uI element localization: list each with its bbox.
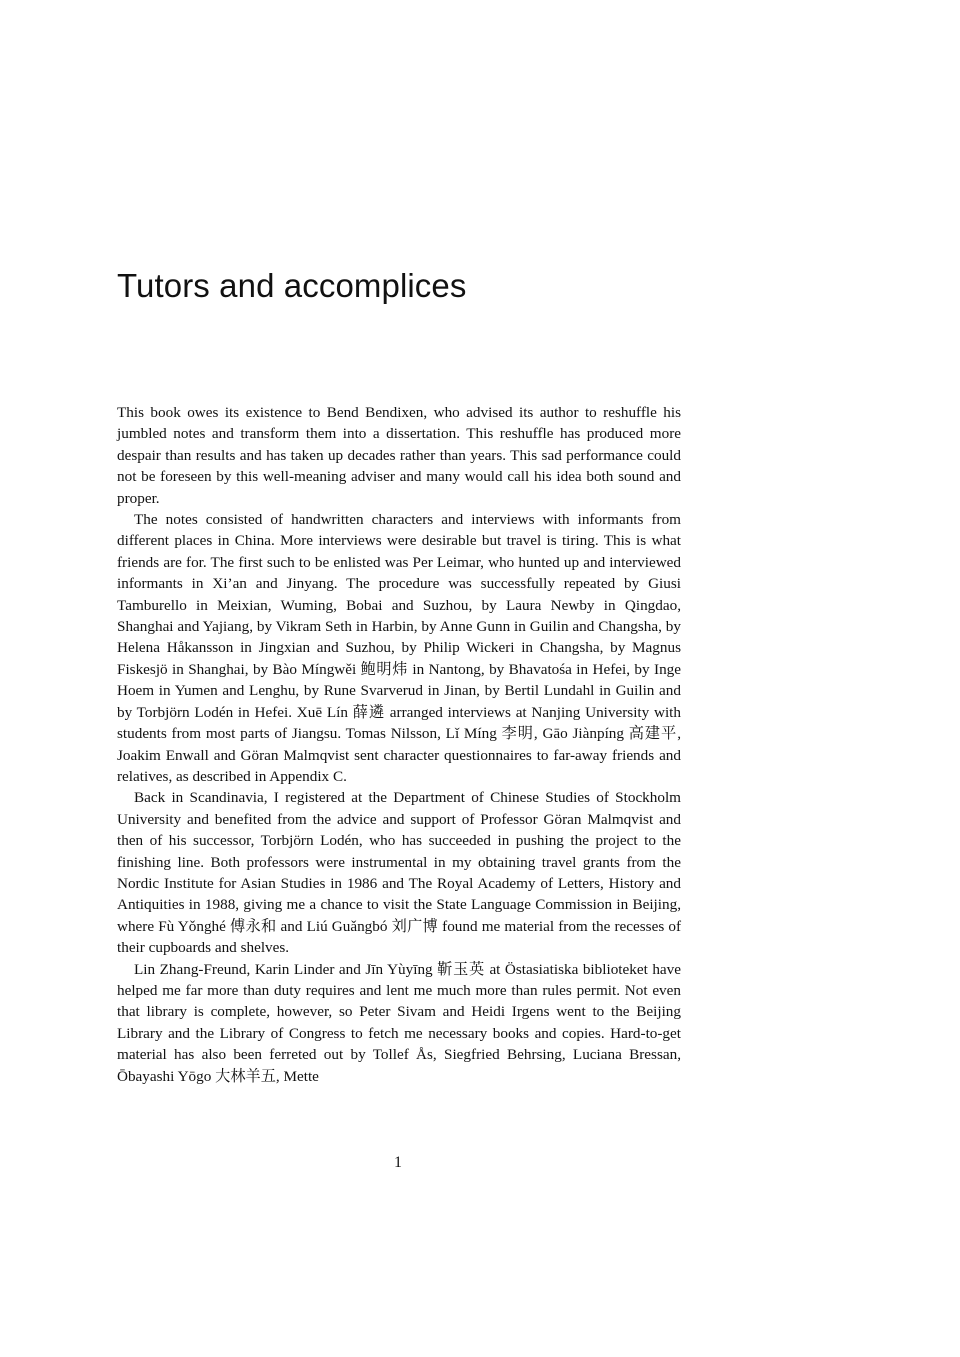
paragraph: The notes consisted of handwritten characters and interviews with informants from different places in China. More interviews were desirable but travel is tiring. This is what friends are for. The first such to be enlisted was Per Leimar, who hunted up and interviewed informants in Xi’an and Jinyang. The procedure was successfully repeated by Giusi Tamburello in Meixian, Wuming, Bobai and Suzhou, by Laura Newby in Qingdao, Shanghai and Yajiang, by Vikram Seth in Harbin, by Anne Gunn in Guilin and Changsha, by Helena Håkansson in Jingxian and Suzhou, by Philip Wickeri in Changsha, by Magnus Fiskesjö in Shanghai, by Bào Míngwěi 鲍明炜 in Nantong, by Bhavatośa in Hefei, by Inge Hoem in Yumen and Lenghu, by Rune Svarverud in Jinan, by Bertil Lundahl in Guilin and by Torbjörn Lodén in Hefei. Xuē Lín 薛遴 arranged interviews at Nanjing University with students from most parts of Jiangsu. Tomas Nilsson, Lǐ Míng 李明, Gāo Jiànpíng 高建平, Joakim Enwall and Göran Malmqvist sent character questionnaires to far-away friends and relatives, as described in Appendix C. xyxy=(117,511,681,785)
paragraph: This book owes its existence to Bend Bendixen, who advised its author to reshuffle his jumbled notes and transform them into a dissertation. This reshuffle has produced more despair than results and has taken up decades rather than years. This sad performance could not be foreseen by this well-meaning adviser and many would call his idea both sound and proper. xyxy=(117,404,681,507)
body-text xyxy=(117,402,681,1087)
paragraph: Lin Zhang-Freund, Karin Linder and Jīn Yùyīng 靳玉英 at Östasiatiska biblioteket have helped me far more than duty requires and lent me much more than rules permit. Not even that library is complete, however, so Peter Sivam and Heidi Irgens went to the Beijing Library and the Library of Congress to fetch me necessary books and copies. Hard-to-get material has also been ferreted out by Tollef Ås, Siegfried Behrsing, Luciana Bressan, Ōbayashi Yōgo 大林羊五, Mette xyxy=(117,960,681,1085)
paragraph: Back in Scandinavia, I registered at the Department of Chinese Studies of Stockholm University and benefited from the advice and support of Professor Göran Malmqvist and then of his successor, Torbjörn Lodén, who has succeeded in pushing the project to the finishing line. Both professors were instrumental in my obtaining travel grants from the Nordic Institute for Asian Studies in 1986 and The Royal Academy of Letters, History and Antiquities in 1988, giving me a chance to visit the State Language Commission in Beijing, where Fù Yǒnghé 傅永和 and Liú Guǎngbó 刘广博 found me material from the recesses of their cupboards and shelves. xyxy=(117,789,681,957)
page-number: 1 xyxy=(394,1154,402,1171)
chapter-title: Tutors and accomplices xyxy=(117,267,467,304)
